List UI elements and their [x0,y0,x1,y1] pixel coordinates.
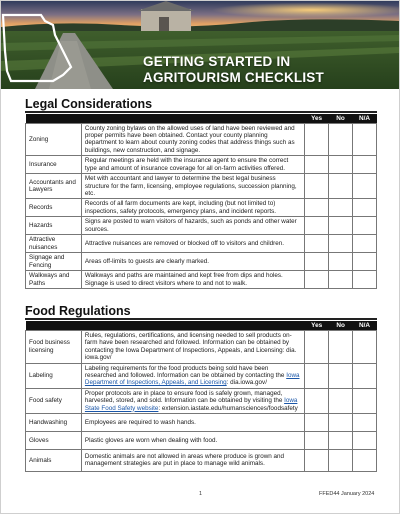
no-checkbox[interactable] [329,330,353,363]
header-yes: Yes [305,321,329,330]
yes-checkbox[interactable] [305,123,329,156]
no-checkbox[interactable] [329,235,353,253]
no-checkbox[interactable] [329,363,353,388]
na-checkbox[interactable] [353,174,377,199]
row-description: Signs are posted to warn visitors of hazards, such as ponds and other water sources. [81,217,304,235]
yes-checkbox[interactable] [305,363,329,388]
page-title [143,54,324,86]
table-row [26,199,377,217]
na-checkbox[interactable] [353,449,377,471]
no-checkbox[interactable] [329,123,353,156]
publication-code: FFED44 January 2024 [319,491,375,497]
yes-checkbox[interactable] [305,253,329,271]
header-yes: Yes [305,114,329,123]
no-checkbox[interactable] [329,431,353,449]
row-description: Plastic gloves are worn when dealing with food. [81,431,304,449]
yes-checkbox[interactable] [305,235,329,253]
table-row [26,271,377,289]
row-description: Employees are required to wash hands. [81,413,304,431]
yes-checkbox[interactable] [305,199,329,217]
table-row [26,217,377,235]
row-label: Animals [26,449,82,471]
header-no: No [329,114,353,123]
yes-checkbox[interactable] [305,217,329,235]
row-label: Insurance [26,156,82,174]
legal-section-title: Legal Considerations [25,97,153,111]
row-label: Food safety [26,388,82,413]
header-na: N/A [353,321,377,330]
table-row [26,413,377,431]
no-checkbox[interactable] [329,156,353,174]
row-label: Zoning [26,123,82,156]
row-label: Signage and Fencing [26,253,82,271]
table-row [26,388,377,413]
table-header-row [26,321,377,330]
title-line-2: AGRITOURISM CHECKLIST [143,70,324,85]
na-checkbox[interactable] [353,123,377,156]
na-checkbox[interactable] [353,235,377,253]
page-number: 1 [199,491,203,497]
row-label: Gloves [26,431,82,449]
row-description [81,388,304,413]
table-header-row [26,114,377,123]
na-checkbox[interactable] [353,413,377,431]
table-row [26,123,377,156]
na-checkbox[interactable] [353,431,377,449]
row-description: Areas off-limits to guests are clearly marked. [81,253,304,271]
desc-text: : extension.iastate.edu/humansciences/foodsafety [158,404,298,412]
row-label: Accountants and Lawyers [26,174,82,199]
yes-checkbox[interactable] [305,413,329,431]
no-checkbox[interactable] [329,388,353,413]
food-section-divider [25,318,377,320]
row-description: Domestic animals are not allowed in areas where produce is grown and management strategies are put in place to manage wild animals. [81,449,304,471]
row-label: Handwashing [26,413,82,431]
row-description: County zoning bylaws on the allowed uses of land have been reviewed and proper permits have been obtained. Contact your county planning department to learn about county zoning codes that address things such as buildings, new construction, and signage. [81,123,304,156]
row-label: Labeling [26,363,82,388]
table-row [26,156,377,174]
no-checkbox[interactable] [329,174,353,199]
na-checkbox[interactable] [353,199,377,217]
table-row [26,431,377,449]
desc-text: : dia.iowa.gov/ [226,379,267,387]
row-description: Met with accountant and lawyer to determine the best legal business structure for the farm, licensing, employee regulations, succession planning, etc. [81,174,304,199]
header-blank [26,114,305,123]
table-row [26,253,377,271]
yes-checkbox[interactable] [305,449,329,471]
row-description [81,363,304,388]
no-checkbox[interactable] [329,217,353,235]
desc-text: Proper protocols are in place to ensure food is safely grown, managed, harvested, stored, and sold. Information can be obtained by visiting the [84,389,285,405]
table-row [26,449,377,471]
table-row [26,235,377,253]
row-description: Records of all farm documents are kept, including (but not limited to) inspections, safety protocols, emergency plans, and incident reports. [81,199,304,217]
table-row [26,330,377,363]
legal-checklist-table [25,114,377,289]
table-row [26,174,377,199]
na-checkbox[interactable] [353,388,377,413]
row-label: Food business licensing [26,330,82,363]
na-checkbox[interactable] [353,271,377,289]
na-checkbox[interactable] [353,363,377,388]
header-no: No [329,321,353,330]
no-checkbox[interactable] [329,253,353,271]
row-label: Attractive nuisances [26,235,82,253]
na-checkbox[interactable] [353,156,377,174]
desc-text: Labeling requirements for the food products being sold have been researched and followed. Information can be obtained by contacting the [84,364,287,379]
row-description: Attractive nuisances are removed or blocked off to visitors and children. [81,235,304,253]
row-label: Records [26,199,82,217]
food-section-title: Food Regulations [25,304,131,318]
food-checklist-table [25,321,377,472]
header-banner [1,1,399,89]
legal-section-divider [25,111,377,113]
yes-checkbox[interactable] [305,330,329,363]
table-row [26,363,377,388]
row-label: Walkways and Paths [26,271,82,289]
yes-checkbox[interactable] [305,174,329,199]
row-description: Rules, regulations, certifications, and licensing needed to sell products on- farm have been researched and followed. Information can be obtained by contacting the Iowa Department of Inspections, Appeals, and Licensing: dia. iowa.gov/ [81,330,304,363]
yes-checkbox[interactable] [305,431,329,449]
row-description: Regular meetings are held with the insurance agent to ensure the correct type and amount of insurance coverage for all on-farm activities offered. [81,156,304,174]
no-checkbox[interactable] [329,271,353,289]
na-checkbox[interactable] [353,217,377,235]
iowa-dial-link[interactable]: Iowa Department of Inspections, Appeals, and Licensing [84,371,300,387]
na-checkbox[interactable] [353,330,377,363]
yes-checkbox[interactable] [305,388,329,413]
no-checkbox[interactable] [329,199,353,217]
row-description: Walkways and paths are maintained and kept free from dips and holes. Signage is used to direct visitors where to and not to walk. [81,271,304,289]
yes-checkbox[interactable] [305,156,329,174]
na-checkbox[interactable] [353,253,377,271]
no-checkbox[interactable] [329,413,353,431]
header-na: N/A [353,114,377,123]
title-line-1: GETTING STARTED IN [143,54,291,69]
food-safety-link[interactable]: Iowa State Food Safety website [84,397,298,412]
row-label: Hazards [26,217,82,235]
yes-checkbox[interactable] [305,271,329,289]
header-blank [26,321,305,330]
no-checkbox[interactable] [329,449,353,471]
